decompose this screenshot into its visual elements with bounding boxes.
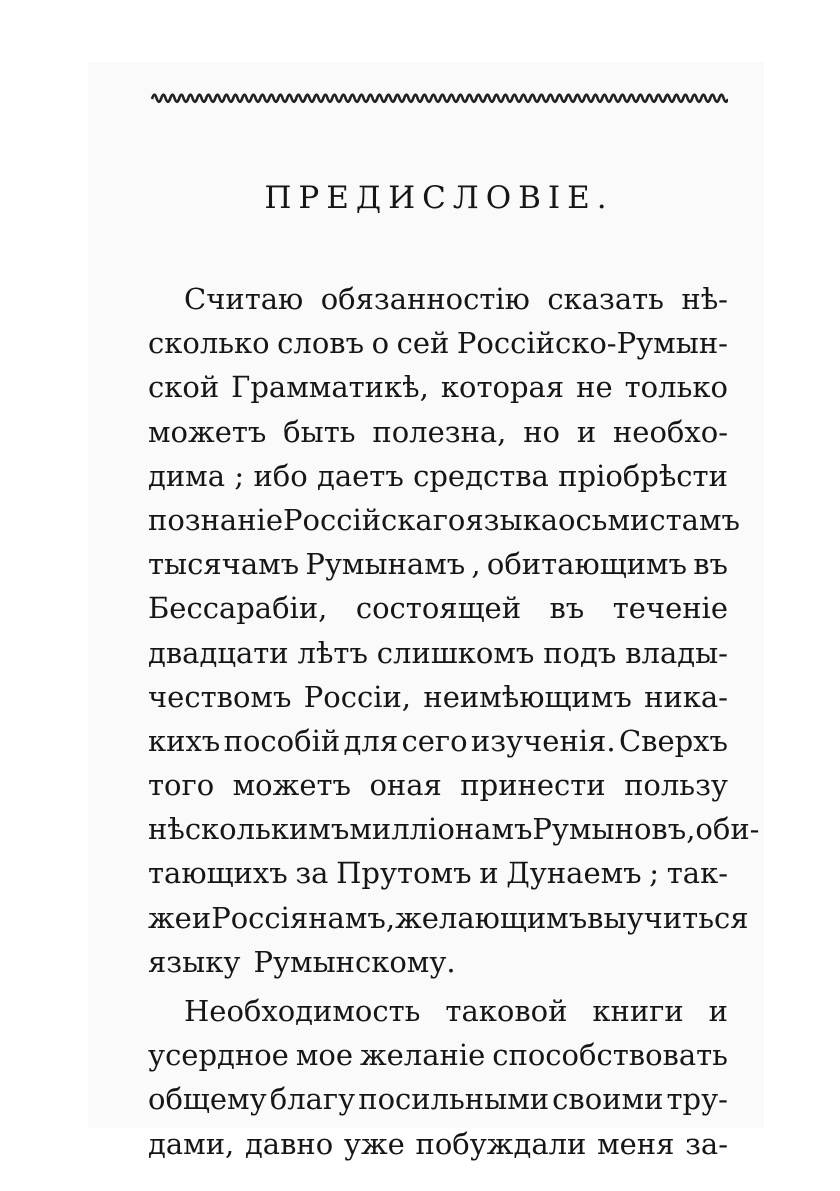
text-line	[148, 1077, 728, 1121]
text-word: въ	[693, 547, 728, 582]
text-line	[148, 1033, 728, 1077]
text-word: выучиться	[587, 900, 749, 935]
text-line	[148, 807, 760, 851]
text-word: Бессарабіи,	[148, 591, 328, 626]
text-word: меня	[597, 1126, 675, 1161]
text-word: своими	[552, 1082, 664, 1117]
text-word: Россіи,	[303, 679, 412, 714]
text-line	[148, 498, 740, 542]
text-line	[148, 675, 728, 719]
text-word: познаніе	[148, 502, 283, 537]
text-word: въ	[549, 591, 585, 626]
text-word: Россійско-Румын-	[456, 326, 728, 361]
text-word: обитающимъ	[486, 547, 687, 582]
text-word: сей	[396, 326, 450, 361]
text-word: о	[371, 326, 390, 361]
text-word: сказать	[547, 282, 664, 316]
text-line	[148, 719, 728, 763]
text-word: необхо-	[612, 414, 728, 449]
text-word: нѣ-	[681, 282, 728, 316]
text-line	[148, 940, 728, 984]
text-word: подъ	[543, 635, 617, 670]
text-word: и	[576, 414, 597, 449]
text-word: и	[708, 994, 728, 1028]
text-word: тысячамъ	[148, 547, 300, 582]
text-word: давно	[244, 1126, 334, 1161]
text-word: словъ	[277, 326, 365, 361]
text-word: таковой	[445, 994, 568, 1028]
text-word: ;	[649, 856, 660, 891]
text-line	[148, 542, 728, 586]
text-word: изученія.	[470, 723, 616, 758]
text-word: и	[479, 856, 499, 891]
text-word: чествомъ	[148, 679, 292, 714]
text-word: неимѣющимъ	[423, 679, 632, 714]
text-word: влады-	[625, 635, 728, 670]
text-word: языка	[465, 502, 558, 537]
header-ornament	[150, 88, 728, 108]
text-word: Прутомъ	[336, 856, 472, 891]
text-word: которая	[440, 370, 565, 405]
text-word: даетъ	[317, 458, 404, 493]
text-word: осьми	[557, 502, 650, 537]
text-word: оная	[369, 768, 442, 803]
text-word: слишкомъ	[376, 635, 535, 670]
text-word: посильными	[358, 1082, 550, 1117]
text-word: тру-	[666, 1082, 728, 1117]
text-word: за-	[685, 1126, 728, 1161]
text-word: ,	[471, 547, 481, 582]
text-word: тающихъ	[148, 856, 288, 891]
text-word: способствовать	[492, 1038, 728, 1073]
text-word: кихъ	[148, 723, 221, 758]
text-word: дами,	[148, 1126, 235, 1161]
text-line	[148, 321, 728, 365]
text-word: благу	[269, 1082, 356, 1117]
text-word: нѣсколькимъ	[148, 812, 350, 847]
text-word: пособій	[223, 723, 341, 758]
text-word: обязанностію	[320, 282, 530, 316]
text-word: сего	[401, 723, 468, 758]
text-word: не	[576, 370, 613, 405]
text-word: же	[148, 900, 192, 935]
text-word: только	[624, 370, 728, 405]
text-word: быть	[283, 414, 356, 449]
text-word: сколько	[148, 326, 270, 361]
text-word: Дунаемъ	[506, 856, 642, 891]
text-line	[148, 851, 728, 895]
text-word: Необходимость	[184, 994, 421, 1028]
text-word: состоящей	[355, 591, 522, 626]
text-word: общему	[148, 1082, 267, 1117]
text-word: пользу	[624, 768, 728, 803]
text-line	[148, 454, 728, 498]
text-word: лѣтъ	[297, 635, 368, 670]
text-word: ской	[148, 370, 220, 405]
text-word: ;	[234, 458, 245, 493]
text-word: Россійскаго	[283, 502, 466, 537]
text-word: того	[148, 768, 215, 803]
text-word: побуждали	[415, 1126, 587, 1161]
text-word: языку	[148, 944, 241, 979]
text-word: желаніе	[359, 1038, 486, 1073]
text-word: полезна,	[372, 414, 507, 449]
text-word: дима	[148, 458, 226, 493]
text-word: принести	[460, 768, 606, 803]
text-word: Считаю	[184, 282, 304, 316]
text-word: Румыновъ,	[532, 812, 696, 847]
text-word: двадцати	[148, 635, 289, 670]
text-line	[148, 896, 749, 940]
text-word: ника-	[644, 679, 728, 714]
text-line	[148, 631, 728, 675]
text-word: желающимъ	[395, 900, 588, 935]
page-title: ПРЕДИСЛОВІЕ.	[264, 180, 614, 216]
text-line	[148, 763, 728, 807]
text-line	[148, 586, 728, 630]
text-word: Румынамъ	[305, 547, 466, 582]
text-word: можетъ	[148, 414, 267, 449]
text-word: так-	[666, 856, 728, 891]
text-word: теченіе	[612, 591, 728, 626]
text-word: можетъ	[232, 768, 351, 803]
text-word: пріобрѣсти	[558, 458, 728, 493]
text-word: стамъ	[649, 502, 740, 537]
text-word: оби-	[695, 812, 760, 847]
text-word: Грамматикѣ,	[231, 370, 429, 405]
text-word: ибо	[253, 458, 308, 493]
text-line	[148, 410, 728, 454]
text-word: Россіянамъ,	[211, 900, 396, 935]
text-word: книги	[592, 994, 684, 1028]
text-line	[148, 989, 728, 1033]
text-line	[148, 1122, 728, 1166]
text-word: милліонамъ	[349, 812, 533, 847]
text-word: Румынскому.	[253, 944, 456, 979]
text-word: уже	[343, 1126, 405, 1161]
text-word: усердное	[148, 1038, 289, 1073]
text-word: и	[191, 900, 212, 935]
text-line	[148, 277, 728, 321]
text-word: Сверхъ	[618, 723, 728, 758]
text-line	[148, 365, 728, 409]
body-text	[148, 277, 760, 1166]
text-word: но	[523, 414, 560, 449]
text-word: мое	[295, 1038, 353, 1073]
text-word: средства	[413, 458, 549, 493]
text-word: для	[343, 723, 399, 758]
text-word: за	[295, 856, 329, 891]
